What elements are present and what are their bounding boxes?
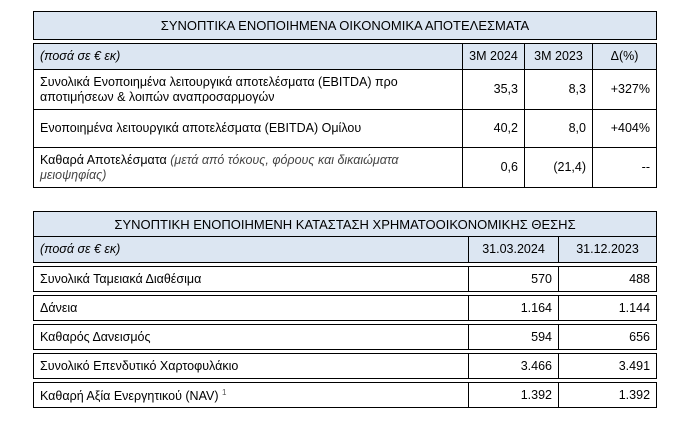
table-row (34, 148, 657, 188)
table-row (34, 383, 657, 408)
table-row (34, 110, 657, 148)
value-31-03-2024: 594 (469, 325, 559, 350)
row-label: Καθαρός Δανεισμός (34, 325, 469, 350)
value-31-12-2023: 488 (559, 267, 657, 292)
value-3m-2023: 8,3 (525, 70, 593, 110)
value-31-12-2023: 3.491 (559, 354, 657, 379)
value-3m-2024: 0,6 (463, 148, 525, 188)
col-header-3m-2023: 3M 2023 (525, 44, 593, 70)
value-31-03-2024: 570 (469, 267, 559, 292)
value-31-12-2023: 656 (559, 325, 657, 350)
value-31-03-2024: 1.392 (469, 383, 559, 408)
value-31-03-2024: 3.466 (469, 354, 559, 379)
table-row (34, 267, 657, 292)
value-change: -- (593, 148, 657, 188)
row-note: (μετά από τόκους, φόρους και δικαιώματα μειοψηφίας) (40, 152, 399, 182)
table-title: ΣΥΝΟΠΤΙΚΗ ΕΝΟΠΟΙΗΜΕΝΗ ΚΑΤΑΣΤΑΣΗ ΧΡΗΜΑΤΟΟΙΚΟΝΟΜΙΚΗΣ ΘΕΣΗΣ (34, 212, 657, 237)
row-label: Συνολικό Επενδυτικό Χαρτοφυλάκιο (34, 354, 469, 379)
financial-results-table (33, 11, 657, 188)
col-header-31-12-2023: 31.12.2023 (559, 237, 657, 263)
row-label: Καθαρή Αξία Ενεργητικού (NAV) (40, 389, 219, 404)
col-header-change: Δ(%) (593, 44, 657, 70)
table-row (34, 325, 657, 350)
value-3m-2023: (21,4) (525, 148, 593, 188)
row-label: Δάνεια (34, 296, 469, 321)
table-row (34, 296, 657, 321)
value-3m-2023: 8,0 (525, 110, 593, 148)
row-label: Καθαρά Αποτελέσματα (40, 152, 167, 167)
units-label: (ποσά σε € εκ) (34, 44, 463, 70)
table-row (34, 70, 657, 110)
row-label: Συνολικά Ενοποιημένα λειτουργικά αποτελέσματα (EBITDA) προ αποτιμήσεων & λοιπών αναπροσαρμογών (34, 70, 463, 110)
financial-position-table (33, 211, 657, 408)
row-label-cell (34, 148, 463, 188)
col-header-31-03-2024: 31.03.2024 (469, 237, 559, 263)
value-change: +327% (593, 70, 657, 110)
value-change: +404% (593, 110, 657, 148)
table-header-row (34, 44, 657, 70)
table-header-row (34, 237, 657, 263)
col-header-3m-2024: 3M 2024 (463, 44, 525, 70)
table-title-row (34, 12, 657, 40)
row-label: Συνολικά Ταμειακά Διαθέσιμα (34, 267, 469, 292)
table-title-row (34, 212, 657, 237)
value-31-03-2024: 1.164 (469, 296, 559, 321)
table-row (34, 354, 657, 379)
table-title: ΣΥΝΟΠΤΙΚΑ ΕΝΟΠΟΙΗΜΕΝΑ ΟΙΚΟΝΟΜΙΚΑ ΑΠΟΤΕΛΕΣΜΑΤΑ (34, 12, 657, 40)
row-label: Ενοποιημένα λειτουργικά αποτελέσματα (EBITDA) Ομίλου (34, 110, 463, 148)
value-31-12-2023: 1.392 (559, 383, 657, 408)
row-label-cell (34, 383, 469, 408)
units-label: (ποσά σε € εκ) (34, 237, 469, 263)
value-3m-2024: 40,2 (463, 110, 525, 148)
value-31-12-2023: 1.144 (559, 296, 657, 321)
footnote-marker: 1 (221, 388, 227, 398)
value-3m-2024: 35,3 (463, 70, 525, 110)
